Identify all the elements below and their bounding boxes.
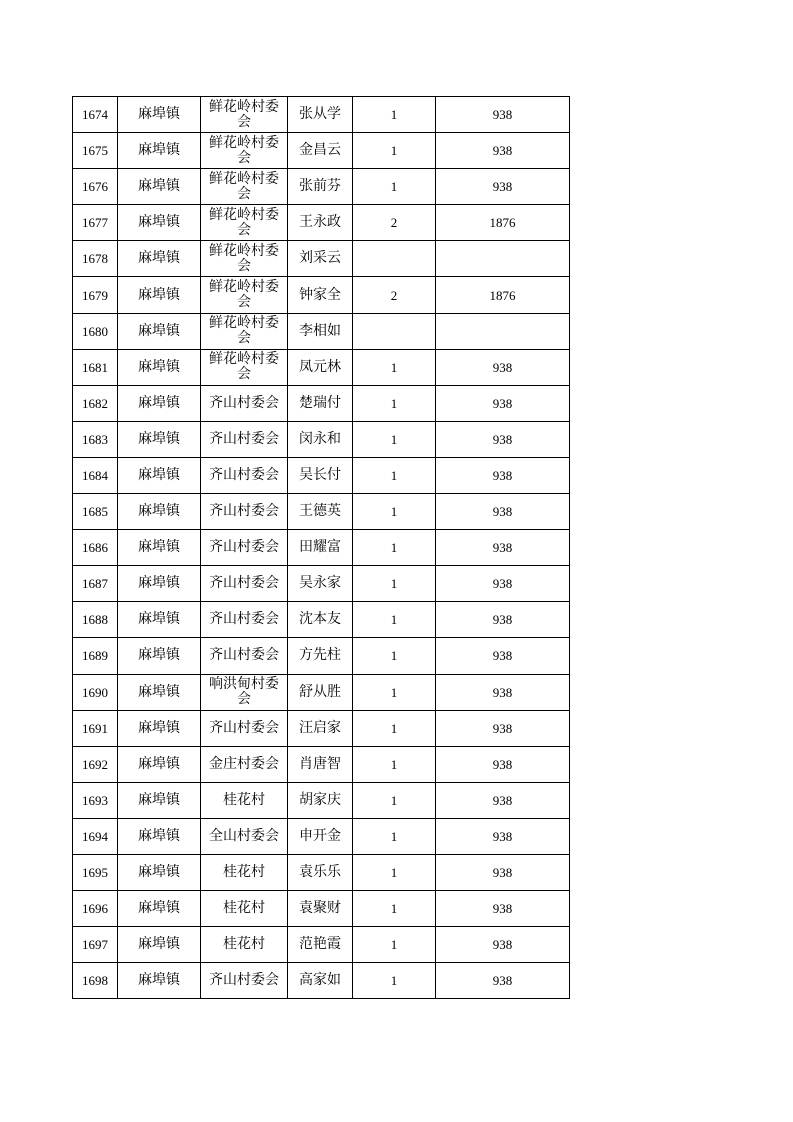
count-cell: 1 <box>353 746 436 782</box>
count-cell: 1 <box>353 710 436 746</box>
count-cell: 1 <box>353 385 436 421</box>
name-cell: 张从学 <box>288 97 353 133</box>
table-row <box>73 746 570 782</box>
table-row <box>73 854 570 890</box>
town-cell: 麻埠镇 <box>118 602 201 638</box>
row-number-cell: 1684 <box>73 457 118 493</box>
name-cell: 申开金 <box>288 818 353 854</box>
table-row <box>73 205 570 241</box>
table-row <box>73 818 570 854</box>
amount-cell: 938 <box>436 494 570 530</box>
village-cell <box>201 241 288 277</box>
count-cell: 1 <box>353 674 436 710</box>
count-cell: 1 <box>353 891 436 927</box>
name-cell: 肖唐智 <box>288 746 353 782</box>
name-cell: 袁聚财 <box>288 891 353 927</box>
town-cell: 麻埠镇 <box>118 963 201 999</box>
row-number-cell: 1676 <box>73 169 118 205</box>
table-body <box>73 97 570 999</box>
amount-cell: 1876 <box>436 277 570 313</box>
count-cell: 2 <box>353 277 436 313</box>
count-cell: 1 <box>353 97 436 133</box>
row-number-cell: 1682 <box>73 385 118 421</box>
amount-cell: 938 <box>436 566 570 602</box>
town-cell: 麻埠镇 <box>118 277 201 313</box>
town-cell: 麻埠镇 <box>118 494 201 530</box>
count-cell <box>353 313 436 349</box>
table-row <box>73 133 570 169</box>
name-cell: 闵永和 <box>288 421 353 457</box>
amount-cell: 938 <box>436 133 570 169</box>
amount-cell: 938 <box>436 638 570 674</box>
amount-cell: 938 <box>436 530 570 566</box>
town-cell: 麻埠镇 <box>118 349 201 385</box>
name-cell: 王德英 <box>288 494 353 530</box>
name-cell: 刘采云 <box>288 241 353 277</box>
table-row <box>73 385 570 421</box>
amount-cell: 938 <box>436 169 570 205</box>
town-cell: 麻埠镇 <box>118 927 201 963</box>
count-cell: 1 <box>353 927 436 963</box>
village-text: 鲜花岭村委会 <box>209 206 279 238</box>
name-cell: 吴永家 <box>288 566 353 602</box>
count-cell: 1 <box>353 530 436 566</box>
table-row <box>73 782 570 818</box>
village-text: 桂花村 <box>223 791 265 808</box>
name-cell: 凤元林 <box>288 349 353 385</box>
table-row <box>73 421 570 457</box>
town-cell: 麻埠镇 <box>118 385 201 421</box>
town-cell: 麻埠镇 <box>118 313 201 349</box>
village-text: 齐山村委会 <box>209 430 279 447</box>
count-cell: 1 <box>353 457 436 493</box>
name-cell: 方先柱 <box>288 638 353 674</box>
village-cell <box>201 385 288 421</box>
village-cell <box>201 818 288 854</box>
village-cell <box>201 710 288 746</box>
village-cell <box>201 457 288 493</box>
village-cell <box>201 494 288 530</box>
name-cell: 袁乐乐 <box>288 854 353 890</box>
amount-cell: 938 <box>436 818 570 854</box>
count-cell: 1 <box>353 421 436 457</box>
count-cell: 1 <box>353 854 436 890</box>
table-row <box>73 241 570 277</box>
amount-cell: 938 <box>436 891 570 927</box>
row-number-cell: 1687 <box>73 566 118 602</box>
data-table <box>72 96 570 999</box>
name-cell: 范艳霞 <box>288 927 353 963</box>
amount-cell: 938 <box>436 457 570 493</box>
village-text: 齐山村委会 <box>209 972 279 989</box>
village-text: 鲜花岭村委会 <box>209 242 279 274</box>
amount-cell: 938 <box>436 963 570 999</box>
village-text: 金庄村委会 <box>209 755 279 772</box>
village-cell <box>201 349 288 385</box>
village-cell <box>201 674 288 710</box>
row-number-cell: 1697 <box>73 927 118 963</box>
town-cell: 麻埠镇 <box>118 205 201 241</box>
count-cell: 1 <box>353 494 436 530</box>
village-text: 鲜花岭村委会 <box>209 351 279 383</box>
table-row <box>73 963 570 999</box>
village-cell <box>201 927 288 963</box>
table-row <box>73 891 570 927</box>
village-text: 桂花村 <box>223 900 265 917</box>
row-number-cell: 1677 <box>73 205 118 241</box>
village-cell <box>201 530 288 566</box>
town-cell: 麻埠镇 <box>118 421 201 457</box>
name-cell: 汪启家 <box>288 710 353 746</box>
count-cell: 1 <box>353 133 436 169</box>
town-cell: 麻埠镇 <box>118 854 201 890</box>
count-cell: 1 <box>353 566 436 602</box>
town-cell: 麻埠镇 <box>118 782 201 818</box>
table-row <box>73 638 570 674</box>
village-cell <box>201 169 288 205</box>
row-number-cell: 1694 <box>73 818 118 854</box>
town-cell: 麻埠镇 <box>118 241 201 277</box>
amount-cell <box>436 241 570 277</box>
village-text: 齐山村委会 <box>209 466 279 483</box>
row-number-cell: 1693 <box>73 782 118 818</box>
village-text: 齐山村委会 <box>209 394 279 411</box>
amount-cell: 938 <box>436 385 570 421</box>
name-cell: 钟家全 <box>288 277 353 313</box>
name-cell: 舒从胜 <box>288 674 353 710</box>
row-number-cell: 1692 <box>73 746 118 782</box>
name-cell: 沈本友 <box>288 602 353 638</box>
village-cell <box>201 746 288 782</box>
village-text: 全山村委会 <box>209 827 279 844</box>
village-text: 桂花村 <box>223 936 265 953</box>
town-cell: 麻埠镇 <box>118 169 201 205</box>
amount-cell: 938 <box>436 421 570 457</box>
table-row <box>73 927 570 963</box>
village-cell <box>201 277 288 313</box>
table-row <box>73 313 570 349</box>
village-text: 齐山村委会 <box>209 575 279 592</box>
count-cell: 1 <box>353 169 436 205</box>
village-text: 齐山村委会 <box>209 539 279 556</box>
village-cell <box>201 421 288 457</box>
table-row <box>73 674 570 710</box>
village-cell <box>201 133 288 169</box>
count-cell <box>353 241 436 277</box>
table-row <box>73 566 570 602</box>
village-text: 鲜花岭村委会 <box>209 279 279 311</box>
town-cell: 麻埠镇 <box>118 97 201 133</box>
town-cell: 麻埠镇 <box>118 133 201 169</box>
village-text: 齐山村委会 <box>209 719 279 736</box>
village-text: 鲜花岭村委会 <box>209 170 279 202</box>
village-text: 桂花村 <box>223 864 265 881</box>
row-number-cell: 1691 <box>73 710 118 746</box>
town-cell: 麻埠镇 <box>118 710 201 746</box>
village-cell <box>201 854 288 890</box>
village-text: 鲜花岭村委会 <box>209 134 279 166</box>
village-cell <box>201 602 288 638</box>
town-cell: 麻埠镇 <box>118 818 201 854</box>
row-number-cell: 1690 <box>73 674 118 710</box>
village-cell <box>201 638 288 674</box>
amount-cell: 938 <box>436 602 570 638</box>
table-row <box>73 457 570 493</box>
table-row <box>73 277 570 313</box>
table-row <box>73 494 570 530</box>
amount-cell: 938 <box>436 854 570 890</box>
village-text: 齐山村委会 <box>209 647 279 664</box>
amount-cell: 938 <box>436 782 570 818</box>
amount-cell <box>436 313 570 349</box>
town-cell: 麻埠镇 <box>118 638 201 674</box>
row-number-cell: 1674 <box>73 97 118 133</box>
name-cell: 王永政 <box>288 205 353 241</box>
row-number-cell: 1678 <box>73 241 118 277</box>
town-cell: 麻埠镇 <box>118 530 201 566</box>
village-text: 响洪甸村委会 <box>209 676 279 708</box>
row-number-cell: 1696 <box>73 891 118 927</box>
name-cell: 胡家庆 <box>288 782 353 818</box>
row-number-cell: 1681 <box>73 349 118 385</box>
amount-cell: 938 <box>436 674 570 710</box>
count-cell: 2 <box>353 205 436 241</box>
amount-cell: 938 <box>436 97 570 133</box>
village-text: 鲜花岭村委会 <box>209 315 279 347</box>
table-row <box>73 530 570 566</box>
name-cell: 张前芬 <box>288 169 353 205</box>
name-cell: 高家如 <box>288 963 353 999</box>
table-row <box>73 602 570 638</box>
amount-cell: 938 <box>436 927 570 963</box>
village-cell <box>201 97 288 133</box>
count-cell: 1 <box>353 349 436 385</box>
amount-cell: 938 <box>436 746 570 782</box>
row-number-cell: 1688 <box>73 602 118 638</box>
table-row <box>73 349 570 385</box>
table-row <box>73 97 570 133</box>
village-text: 齐山村委会 <box>209 503 279 520</box>
town-cell: 麻埠镇 <box>118 674 201 710</box>
name-cell: 吴长付 <box>288 457 353 493</box>
village-cell <box>201 566 288 602</box>
row-number-cell: 1686 <box>73 530 118 566</box>
amount-cell: 1876 <box>436 205 570 241</box>
name-cell: 李相如 <box>288 313 353 349</box>
amount-cell: 938 <box>436 710 570 746</box>
row-number-cell: 1698 <box>73 963 118 999</box>
row-number-cell: 1675 <box>73 133 118 169</box>
table-row <box>73 169 570 205</box>
row-number-cell: 1683 <box>73 421 118 457</box>
count-cell: 1 <box>353 782 436 818</box>
name-cell: 田耀富 <box>288 530 353 566</box>
village-cell <box>201 782 288 818</box>
amount-cell: 938 <box>436 349 570 385</box>
village-cell <box>201 313 288 349</box>
count-cell: 1 <box>353 638 436 674</box>
row-number-cell: 1680 <box>73 313 118 349</box>
count-cell: 1 <box>353 818 436 854</box>
name-cell: 楚瑞付 <box>288 385 353 421</box>
row-number-cell: 1679 <box>73 277 118 313</box>
village-cell <box>201 963 288 999</box>
village-cell <box>201 891 288 927</box>
count-cell: 1 <box>353 602 436 638</box>
village-cell <box>201 205 288 241</box>
name-cell: 金昌云 <box>288 133 353 169</box>
row-number-cell: 1685 <box>73 494 118 530</box>
village-text: 鲜花岭村委会 <box>209 98 279 130</box>
town-cell: 麻埠镇 <box>118 457 201 493</box>
row-number-cell: 1695 <box>73 854 118 890</box>
village-text: 齐山村委会 <box>209 611 279 628</box>
town-cell: 麻埠镇 <box>118 566 201 602</box>
table-row <box>73 710 570 746</box>
row-number-cell: 1689 <box>73 638 118 674</box>
town-cell: 麻埠镇 <box>118 746 201 782</box>
count-cell: 1 <box>353 963 436 999</box>
town-cell: 麻埠镇 <box>118 891 201 927</box>
